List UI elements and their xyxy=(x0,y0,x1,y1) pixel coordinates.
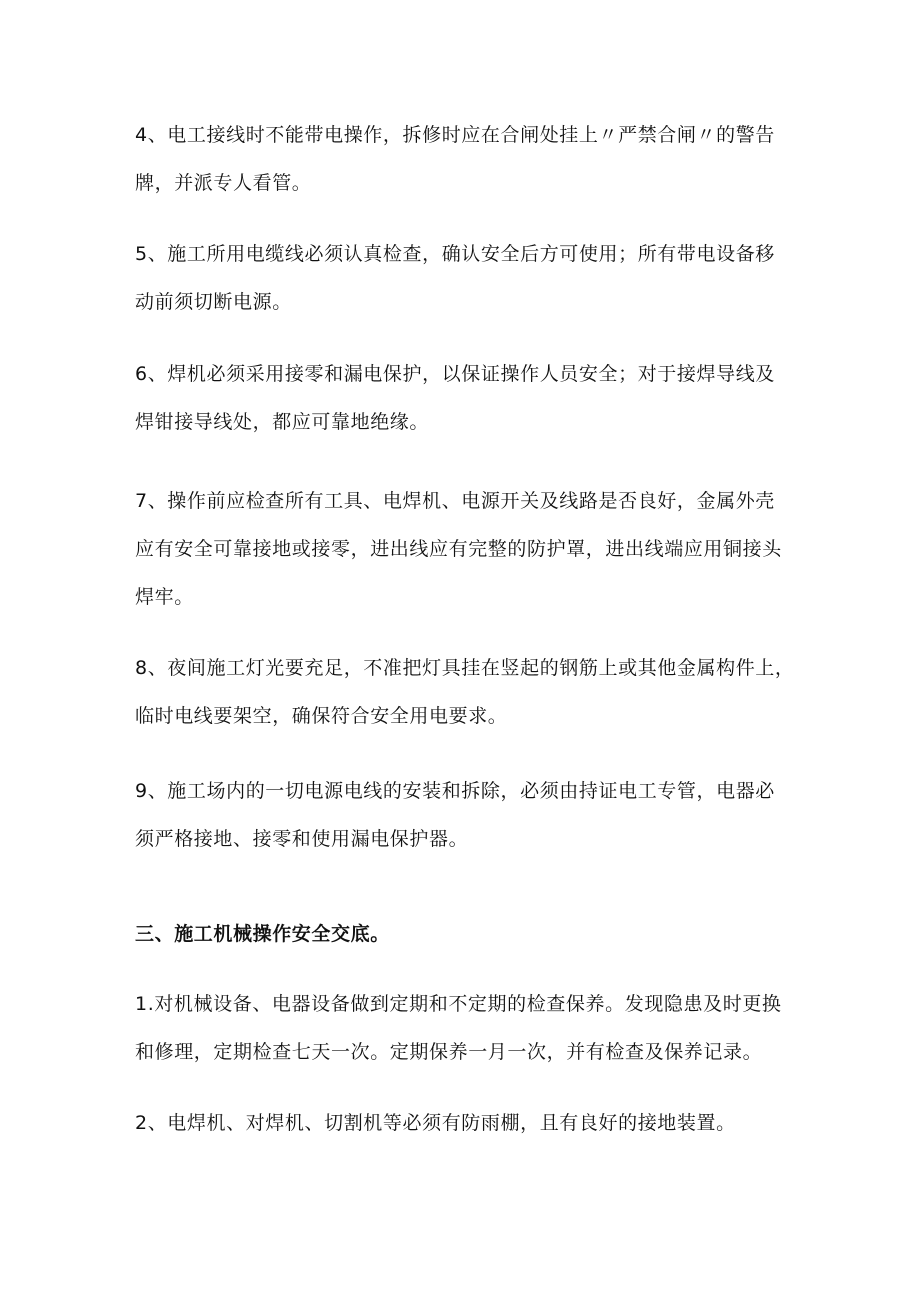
paragraph-item-7 xyxy=(135,477,790,621)
paragraph-item-4 xyxy=(135,111,790,207)
paragraph-item-5 xyxy=(135,230,790,326)
section-heading-text: 三、施工机械操作安全交底。 xyxy=(135,923,390,945)
section-heading xyxy=(135,910,790,958)
paragraph-item-9 xyxy=(135,767,790,863)
text-line: 和修理，定期检查七天一次。定期保养一月一次，并有检查及保养记录。 xyxy=(135,1041,763,1063)
text-line: 8、夜间施工灯光要充足，不准把灯具挂在竖起的钢筋上或其他金属构件上， xyxy=(135,657,795,679)
text-line: 6、焊机必须采用接零和漏电保护，以保证操作人员安全；对于接焊导线及 xyxy=(135,363,775,385)
paragraph-item-6 xyxy=(135,350,790,446)
text-line: 临时电线要架空，确保符合安全用电要求。 xyxy=(135,705,508,727)
paragraph-machinery-1 xyxy=(135,980,790,1076)
text-line: 焊钳接导线处，都应可靠地绝缘。 xyxy=(135,411,430,433)
text-line: 9、施工场内的一切电源电线的安装和拆除，必须由持证电工专管，电器必 xyxy=(135,780,775,802)
text-line: 应有安全可靠接地或接零，进出线应有完整的防护罩，进出线端应用铜接头 xyxy=(135,538,782,560)
text-line: 7、操作前应检查所有工具、电焊机、电源开关及线路是否良好，金属外壳 xyxy=(135,490,775,512)
paragraph-machinery-2 xyxy=(135,1099,790,1147)
text-line: 动前须切断电源。 xyxy=(135,291,292,313)
text-line: 4、电工接线时不能带电操作，拆修时应在合闸处挂上〃严禁合闸〃的警告 xyxy=(135,124,775,146)
text-line: 1.对机械设备、电器设备做到定期和不定期的检查保养。发现隐患及时更换 xyxy=(135,993,782,1015)
text-line: 牌，并派专人看管。 xyxy=(135,172,312,194)
text-line: 焊牢。 xyxy=(135,586,194,608)
text-line: 5、施工所用电缆线必须认真检查，确认安全后方可使用；所有带电设备移 xyxy=(135,243,775,265)
text-line: 2、电焊机、对焊机、切割机等必须有防雨棚，且有良好的接地装置。 xyxy=(135,1112,736,1134)
text-line: 须严格接地、接零和使用漏电保护器。 xyxy=(135,828,469,850)
paragraph-item-8 xyxy=(135,644,795,740)
